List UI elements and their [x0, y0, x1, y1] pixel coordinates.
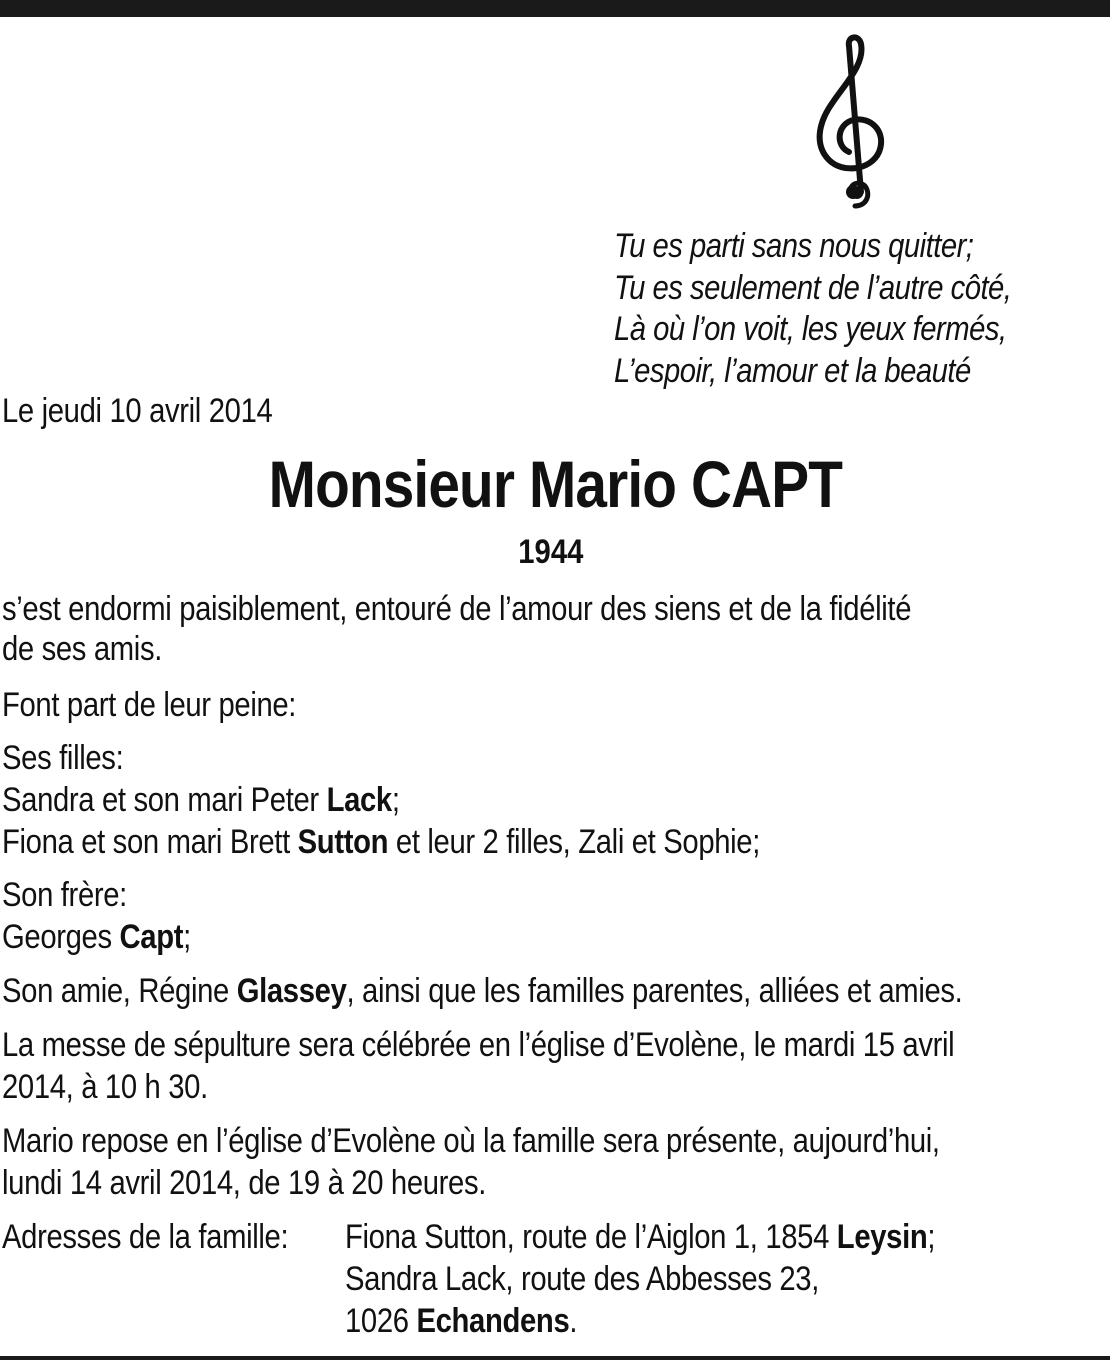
- daughter-1-surname: Lack: [326, 781, 392, 819]
- address-1-text: Fiona Sutton, route de l’Aiglon 1, 1854: [345, 1218, 837, 1256]
- daughter-2-rest: et leur 2 filles, Zali et Sophie;: [388, 823, 761, 861]
- grief-intro: Font part de leur peine:: [2, 686, 297, 724]
- brother-surname: Capt: [119, 918, 184, 956]
- poem-line-3: Là où l’on voit, les yeux fermés,: [614, 310, 1007, 348]
- address-2-line-1: Sandra Lack, route des Abbesses 23,: [345, 1260, 819, 1298]
- deceased-name-text: Monsieur Mario CAPT: [268, 447, 842, 521]
- date-line: Le jeudi 10 avril 2014: [2, 392, 273, 430]
- birth-year-text: 1944: [518, 533, 584, 571]
- daughter-2-text: Fiona et son mari Brett: [2, 823, 298, 861]
- announcement-line-1: s’est endormi paisiblement, entouré de l’amour des siens et de la fidélité: [2, 590, 912, 628]
- viewing-line-2: lundi 14 avril 2014, de 19 à 20 heures.: [2, 1164, 487, 1202]
- daughter-2-line: [2, 821, 760, 863]
- brother-punct: ;: [183, 918, 191, 956]
- birth-year: [0, 532, 1102, 572]
- brother-line: [2, 916, 191, 958]
- funeral-line-2: 2014, à 10 h 30.: [2, 1068, 208, 1106]
- viewing-line-1: Mario repose en l’église d’Evolène où la famille sera présente, aujourd’hui,: [2, 1122, 940, 1160]
- poem-verse: [614, 226, 1035, 392]
- brother-heading: Son frère:: [2, 876, 127, 914]
- daughter-2-surname: Sutton: [297, 823, 389, 861]
- address-2-punct: .: [569, 1302, 578, 1340]
- treble-clef-icon: [805, 34, 895, 214]
- top-border-rule: [0, 0, 1110, 17]
- daughter-1-line: [2, 779, 400, 821]
- brother-firstname: Georges: [2, 918, 120, 956]
- friend-line: [2, 970, 962, 1012]
- friend-surname: Glassey: [236, 972, 347, 1010]
- address-1-city: Leysin: [836, 1218, 928, 1256]
- address-2-city: Echandens: [416, 1302, 570, 1340]
- friend-text: Son amie, Régine: [2, 972, 237, 1010]
- deceased-name: [0, 448, 1110, 520]
- address-2-postcode: 1026: [345, 1302, 417, 1340]
- address-1-punct: ;: [927, 1218, 936, 1256]
- daughters-heading: Ses filles:: [2, 739, 124, 777]
- address-1-line: [345, 1216, 935, 1258]
- addresses-label: Adresses de la famille:: [2, 1218, 289, 1256]
- announcement-line-2: de ses amis.: [2, 630, 163, 668]
- poem-line-2: Tu es seulement de l’autre côté,: [614, 268, 1012, 307]
- poem-line-1: Tu es parti sans nous quitter;: [614, 227, 974, 265]
- friend-rest: , ainsi que les familles parentes, alliées et amies.: [346, 972, 963, 1010]
- funeral-line-1: La messe de sépulture sera célébrée en l’église d’Evolène, le mardi 15 avril: [2, 1026, 955, 1064]
- bottom-border-rule: [0, 1356, 1110, 1360]
- daughter-1-text: Sandra et son mari Peter: [2, 781, 327, 819]
- address-2-line-2: [345, 1300, 577, 1342]
- poem-line-4: L’espoir, l’amour et la beauté: [614, 351, 971, 390]
- daughter-1-punct: ;: [391, 781, 400, 819]
